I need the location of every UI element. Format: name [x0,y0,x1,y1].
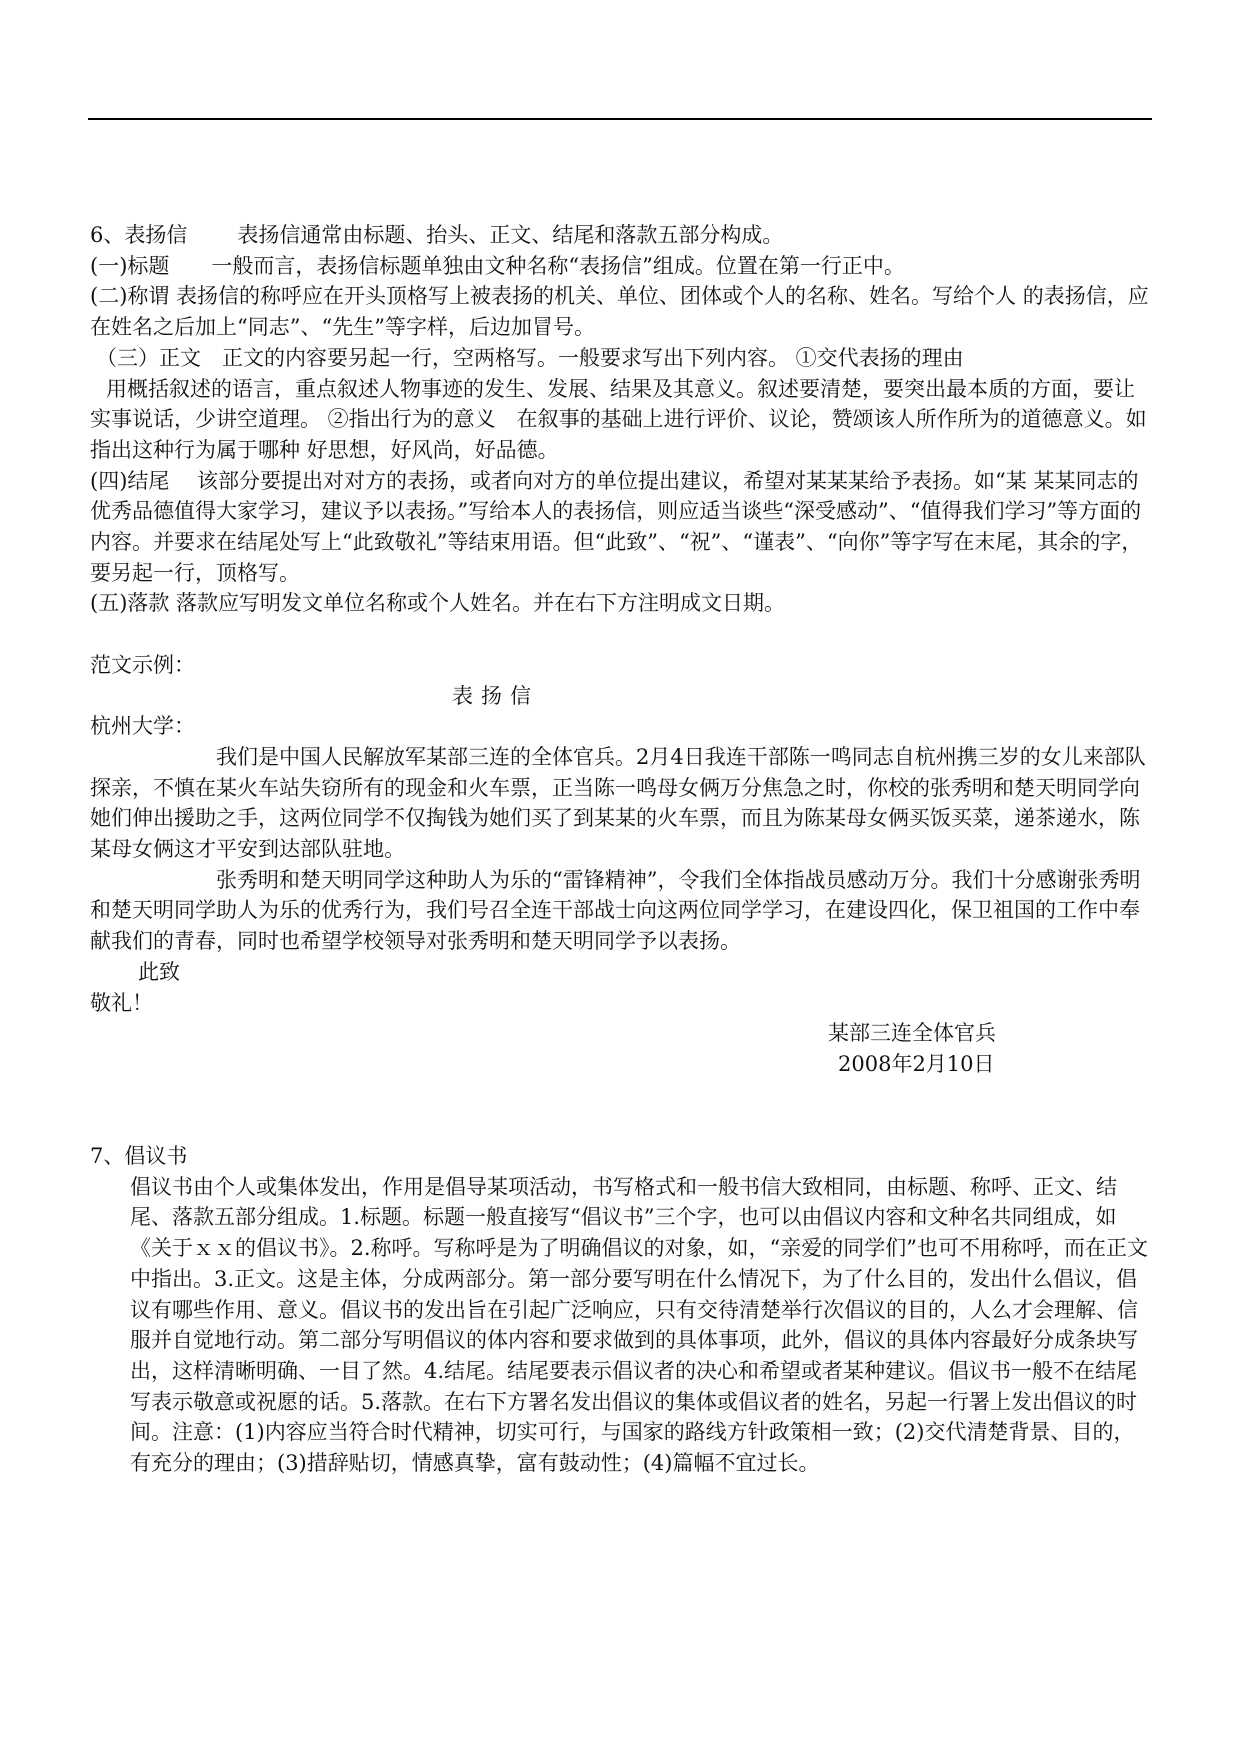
letter-signature: 某部三连全体官兵 [828,1021,996,1046]
document-page [90,220,1152,1479]
header-rule [88,118,1152,120]
section-6-title: 6、表扬信 [90,223,188,247]
section-6-intro: 表扬信通常由标题、抬头、正文、结尾和落款五部分构成。 [237,223,784,247]
section-6-part-3-heading: （三）正文 正文的内容要另起一行，空两格写。一般要求写出下列内容。 ①交代表扬的理由 [96,345,964,370]
letter-date: 2008年2月10日 [838,1051,995,1076]
letter-paragraph-2: 张秀明和楚天明同学这种助人为乐的“雷锋精神”，令我们全体指战员感动万分。我们十分感谢张秀明和楚天明同学助人为乐的优秀行为，我们号召全连干部战士向这两位同学学习，在建设四化，保卫祖国的工作中奉献我们的青春，同时也希望学校领导对张秀明和楚天明同学予以表扬。 [90,867,1141,954]
letter-closing-2: 敬礼！ [90,990,153,1015]
letter-paragraph-1: 我们是中国人民解放军某部三连的全体官兵。2月4日我连干部陈一鸣同志自杭州携三岁的女儿来部队探亲，不慎在某火车站失窃所有的现金和火车票，正当陈一鸣母女俩万分焦急之时，你校的张秀明和楚天明同学向她们伸出援助之手，这两位同学不仅掏钱为她们买了到某某的火车票，而且为陈某母女俩买饭买菜，递茶递水，陈某母女俩这才平安到达部队驻地。 [90,744,1146,862]
section-6-part-1: (一)标题 一般而言，表扬信标题单独由文种名称“表扬信”组成。位置在第一行正中。 [90,253,905,278]
letter-salutation: 杭州大学： [90,714,195,739]
letter-closing-1: 此致 [138,959,180,984]
section-6-heading [90,220,1152,251]
section-7-title: 7、倡议书 [90,1144,188,1169]
section-7-body: 倡议书由个人或集体发出，作用是倡导某项活动，书写格式和一般书信大致相同，由标题、称呼、正文、结尾、落款五部分组成。1.标题。标题一般直接写“倡议书”三个字，也可以由倡议内容和文种名共同组成，如《关于ｘｘ的倡议书》。2.称呼。写称呼是为了明确倡议的对象，如，“亲爱的同学们”也可不用称呼，而在正文中指出。3.正文。这是主体，分成两部分。第一部分要写明在什么情况下，为了什么目的，发出什么倡议，倡议有哪些作用、意义。倡议书的发出旨在引起广泛响应，只有交待清楚举行次倡议的目的，人么才会理解、信服并自觉地行动。第二部分写明倡议的体内容和要求做到的具体事项，此外，倡议的具体内容最好分成条块写出，这样清晰明确、一目了然。4.结尾。结尾要表示倡议者的决心和希望或者某种建议。倡议书一般不在结尾写表示敬意或祝愿的话。5.落款。在右下方署名发出倡议的集体或倡议者的姓名，另起一行署上发出倡议的时间。注意：(1)内容应当符合时代精神，切实可行，与国家的路线方针政策相一致；(2)交代清楚背景、目的，有充分的理由；(3)措辞贴切，情感真挚，富有鼓动性；(4)篇幅不宜过长。 [130,1174,1149,1476]
section-6-part-3-body: 用概括叙述的语言，重点叙述人物事迹的发生、发展、结果及其意义。叙述要清楚，要突出最本质的方面，要让实事说话，少讲空道理。 ②指出行为的意义 在叙事的基础上进行评价、议论，赞颂该人所作所为的道德意义。如指出这种行为属于哪种 好思想，好风尚，好品德。 [90,376,1147,462]
letter-title: 表扬信 [452,683,539,708]
example-label: 范文示例： [90,652,195,677]
section-6-part-4: (四)结尾 该部分要提出对对方的表扬，或者向对方的单位提出建议，希望对某某某给予表扬。如“某 某某同志的优秀品德值得大家学习，建议予以表扬。”写给本人的表扬信，则应适当谈些“深受感动”、“值得我们学习”等方面的内容。并要求在结尾处写上“此致敬礼”等结束用语。但“此致”、“祝”、“谨表”、“向你”等字写在末尾，其余的字，要另起一行，顶格写。 [90,468,1143,585]
section-6-part-5: (五)落款 落款应写明发文单位名称或个人姓名。并在右下方注明成文日期。 [90,591,786,616]
section-6-part-2: (二)称谓 表扬信的称呼应在开头顶格写上被表扬的机关、单位、团体或个人的名称、姓名。写给个人 的表扬信，应在姓名之后加上“同志”、“先生”等字样，后边加冒号。 [90,284,1149,340]
